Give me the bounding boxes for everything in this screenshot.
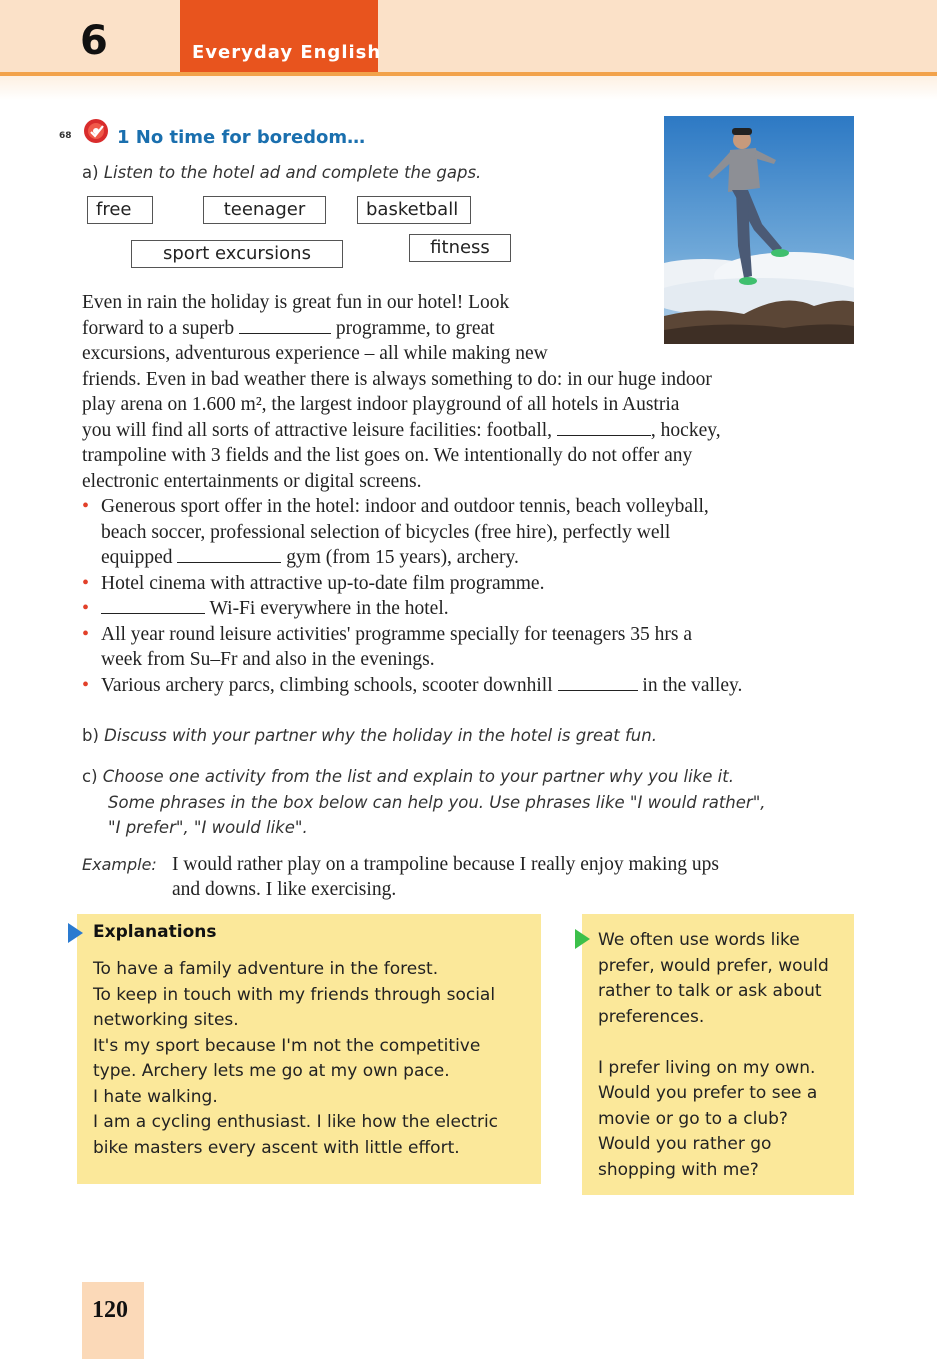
bullet-line-part: equipped bbox=[101, 547, 178, 568]
tip-line: rather to talk or ask about bbox=[598, 981, 822, 1001]
word-teenager: teenager bbox=[203, 196, 326, 224]
ad-line-part: forward to a superb bbox=[82, 317, 240, 339]
tip-line: We often use words like bbox=[598, 930, 800, 950]
example-label: Example: bbox=[82, 855, 157, 874]
explanation-line: networking sites. bbox=[93, 1010, 239, 1030]
gap-blank-4[interactable] bbox=[101, 597, 205, 614]
tip-line: movie or go to a club? bbox=[598, 1108, 788, 1129]
instruction-b-text: Discuss with your partner why the holiday in the hotel is great fun. bbox=[104, 726, 657, 745]
gap-blank-1[interactable] bbox=[239, 317, 331, 334]
tip-line: shopping with me? bbox=[598, 1159, 759, 1180]
unit-title: Everyday English bbox=[192, 42, 382, 63]
ad-line bbox=[82, 418, 862, 444]
unit-number: 6 bbox=[80, 18, 108, 64]
explanation-line: I am a cycling enthusiast. I like how the electric bbox=[93, 1112, 499, 1132]
tip-spacer bbox=[598, 1030, 829, 1056]
instruction-b bbox=[82, 726, 657, 745]
instruction-c bbox=[82, 764, 766, 841]
bullet-line: beach soccer, professional selection of bicycles (free hire), perfectly well bbox=[101, 521, 671, 543]
word-sport-excursions: sport excursions bbox=[131, 240, 343, 268]
tip-line: I prefer living on my own. bbox=[598, 1057, 816, 1078]
example-line: I would rather play on a trampoline because I really enjoy making ups bbox=[172, 854, 719, 875]
explanation-line: To have a family adventure in the forest. bbox=[93, 959, 439, 979]
ad-bullet-list bbox=[82, 494, 862, 698]
word-basketball: basketball bbox=[357, 196, 471, 224]
bullet-line bbox=[101, 545, 862, 571]
bullet-line-part: Wi-Fi everywhere in the hotel. bbox=[205, 598, 449, 619]
gap-blank-3[interactable] bbox=[177, 546, 281, 563]
instruction-a-text: Listen to the hotel ad and complete the gaps. bbox=[103, 163, 482, 182]
audio-track-number: 68 bbox=[59, 131, 72, 141]
bullet-line: week from Su–Fr and also in the evenings. bbox=[101, 649, 435, 670]
tip-line: Would you prefer to see a bbox=[598, 1083, 818, 1103]
instruction-c-label: c) bbox=[82, 767, 98, 786]
hotel-ad-text bbox=[82, 290, 862, 698]
explanation-line: bike masters every ascent with little effort. bbox=[93, 1137, 460, 1158]
tip-line: Would you rather go bbox=[598, 1134, 772, 1154]
word-fitness: fitness bbox=[409, 234, 511, 262]
tip-line: preferences. bbox=[598, 1006, 705, 1027]
bullet-line: • All year round leisure activities' programme specially for teenagers 35 hrs a bbox=[101, 623, 693, 645]
ad-line: trampoline with 3 fields and the list goes on. We intentionally do not offer any bbox=[82, 445, 693, 466]
explanation-line: To keep in touch with my friends through social bbox=[93, 984, 496, 1005]
audio-cd-icon bbox=[82, 117, 110, 145]
example-line: and downs. I like exercising. bbox=[172, 879, 397, 900]
example-sentence bbox=[82, 852, 862, 902]
play-arrow-icon bbox=[68, 923, 83, 943]
ad-line-part: you will find all sorts of attractive leisure facilities: football, bbox=[82, 419, 557, 441]
instruction-b-label: b) bbox=[82, 726, 99, 745]
explanation-line: type. Archery lets me go at my own pace. bbox=[93, 1061, 450, 1081]
ad-line bbox=[82, 316, 862, 342]
tip-text bbox=[598, 928, 829, 1183]
word-free: free bbox=[87, 196, 153, 224]
bullet-item: • Hotel cinema with attractive up-to-date film programme. bbox=[82, 571, 862, 597]
explanation-line: I hate walking. bbox=[93, 1086, 218, 1107]
ad-line: friends. Even in bad weather there is always something to do: in our huge indoor bbox=[82, 368, 712, 390]
bullet-line: • Generous sport offer in the hotel: indoor and outdoor tennis, beach volleyball, bbox=[101, 496, 709, 517]
explanations-heading: Explanations bbox=[93, 922, 217, 942]
instruction-a-label: a) bbox=[82, 163, 99, 182]
explanation-line: It's my sport because I'm not the competitive bbox=[93, 1035, 481, 1056]
ad-line: Even in rain the holiday is great fun in our hotel! Look bbox=[82, 292, 510, 313]
ad-line-part: programme, to great bbox=[331, 317, 495, 339]
tip-line: prefer, would prefer, would bbox=[598, 955, 829, 976]
header-band bbox=[0, 0, 937, 72]
bullet-item bbox=[82, 673, 862, 699]
header-shadow bbox=[0, 76, 937, 100]
instruction-c-line: Choose one activity from the list and explain to your partner why you like it. bbox=[102, 767, 734, 786]
bullet-line-part: in the valley. bbox=[637, 674, 743, 696]
bullet-item bbox=[82, 494, 862, 571]
exercise-title: 1 No time for boredom… bbox=[117, 127, 366, 148]
page-number: 120 bbox=[92, 1297, 128, 1323]
play-arrow-icon bbox=[575, 929, 590, 949]
ad-line: play arena on 1.600 m², the largest indoor playground of all hotels in Austria bbox=[82, 394, 680, 415]
ad-line: electronic entertainments or digital screens. bbox=[82, 470, 422, 492]
gap-blank-5[interactable] bbox=[558, 674, 638, 691]
ad-line: excursions, adventurous experience – all while making new bbox=[82, 343, 548, 364]
bullet-item bbox=[82, 596, 862, 622]
ad-line-part: , hockey, bbox=[650, 419, 721, 441]
explanations-list bbox=[93, 957, 498, 1161]
bullet-line-part: gym (from 15 years), archery. bbox=[281, 547, 519, 568]
gap-blank-2[interactable] bbox=[557, 419, 651, 436]
bullet-line-part: Various archery parcs, climbing schools, scooter downhill bbox=[101, 674, 558, 696]
instruction-c-line: "I prefer", "I would like". bbox=[108, 818, 308, 837]
bullet-item bbox=[82, 622, 862, 673]
instruction-c-line: Some phrases in the box below can help you. Use phrases like "I would rather", bbox=[108, 792, 766, 812]
instruction-a bbox=[82, 163, 481, 182]
